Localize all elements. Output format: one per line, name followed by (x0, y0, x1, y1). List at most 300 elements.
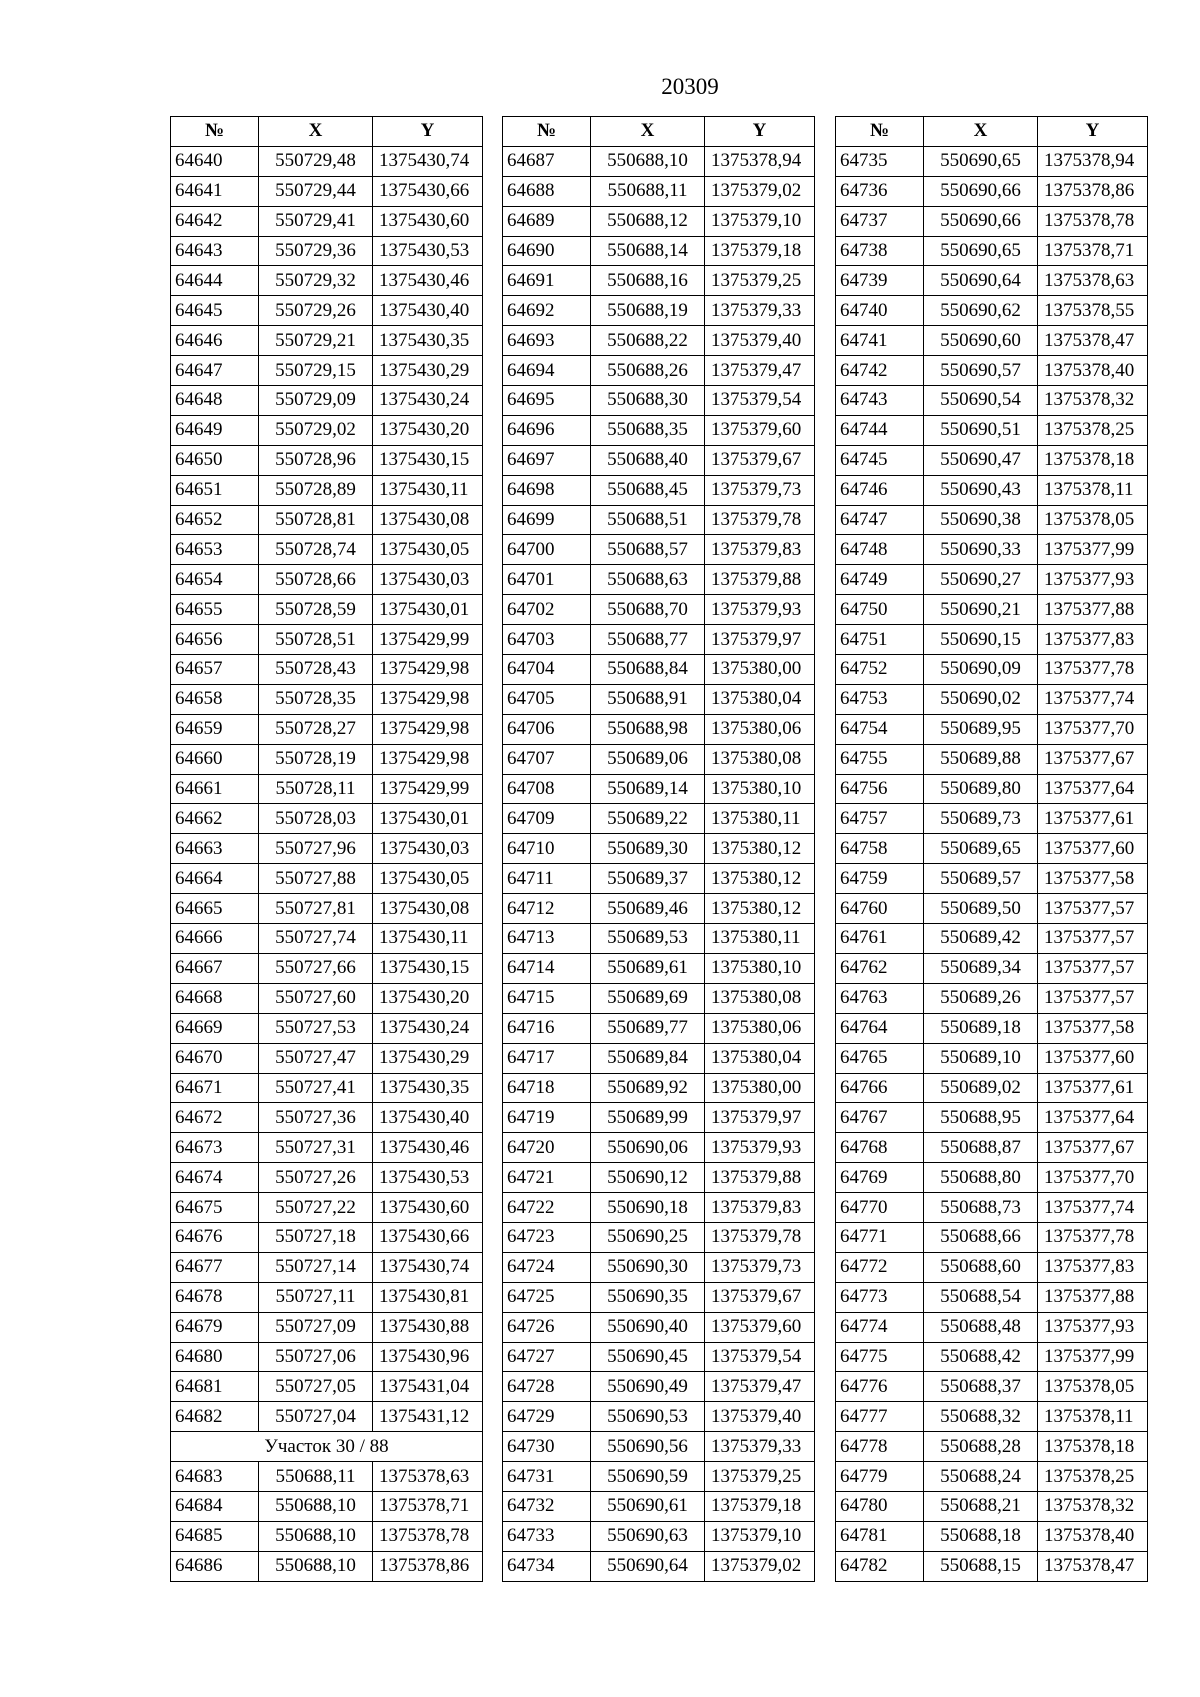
section-row (171, 1432, 483, 1462)
y-coordinate-cell: 1375379,88 (705, 565, 815, 595)
x-coordinate-cell: 550728,43 (259, 655, 373, 685)
column-header-number: № (171, 117, 259, 147)
point-number-cell: 64731 (503, 1462, 591, 1492)
y-coordinate-cell: 1375380,06 (705, 714, 815, 744)
y-coordinate-cell: 1375379,33 (705, 296, 815, 326)
x-coordinate-cell: 550727,11 (259, 1282, 373, 1312)
y-coordinate-cell: 1375379,54 (705, 1342, 815, 1372)
point-number-cell: 64703 (503, 625, 591, 655)
point-number-cell: 64718 (503, 1073, 591, 1103)
y-coordinate-cell: 1375430,24 (373, 1013, 483, 1043)
x-coordinate-cell: 550690,64 (591, 1551, 705, 1581)
column-header-number: № (503, 117, 591, 147)
table-row (171, 744, 483, 774)
table-row (503, 565, 815, 595)
point-number-cell: 64662 (171, 804, 259, 834)
table-row (503, 1312, 815, 1342)
x-coordinate-cell: 550690,21 (924, 595, 1038, 625)
point-number-cell: 64780 (836, 1491, 924, 1521)
y-coordinate-cell: 1375377,64 (1038, 774, 1148, 804)
table-row (503, 1013, 815, 1043)
y-coordinate-cell: 1375377,57 (1038, 924, 1148, 954)
y-coordinate-cell: 1375430,40 (373, 296, 483, 326)
x-coordinate-cell: 550727,14 (259, 1252, 373, 1282)
x-coordinate-cell: 550689,77 (591, 1013, 705, 1043)
table-row (503, 1043, 815, 1073)
point-number-cell: 64701 (503, 565, 591, 595)
y-coordinate-cell: 1375430,35 (373, 326, 483, 356)
table-row (171, 475, 483, 505)
x-coordinate-cell: 550688,87 (924, 1133, 1038, 1163)
x-coordinate-cell: 550688,11 (259, 1462, 373, 1492)
point-number-cell: 64767 (836, 1103, 924, 1133)
y-coordinate-cell: 1375430,01 (373, 595, 483, 625)
point-number-cell: 64779 (836, 1462, 924, 1492)
y-coordinate-cell: 1375378,25 (1038, 415, 1148, 445)
table-row (836, 326, 1148, 356)
y-coordinate-cell: 1375379,67 (705, 445, 815, 475)
point-number-cell: 64676 (171, 1222, 259, 1252)
point-number-cell: 64777 (836, 1402, 924, 1432)
point-number-cell: 64647 (171, 356, 259, 386)
y-coordinate-cell: 1375377,88 (1038, 595, 1148, 625)
y-coordinate-cell: 1375430,20 (373, 983, 483, 1013)
table-row (503, 714, 815, 744)
table-row (836, 415, 1148, 445)
x-coordinate-cell: 550688,37 (924, 1372, 1038, 1402)
y-coordinate-cell: 1375378,25 (1038, 1462, 1148, 1492)
y-coordinate-cell: 1375378,86 (1038, 176, 1148, 206)
table-row (503, 983, 815, 1013)
y-coordinate-cell: 1375430,15 (373, 953, 483, 983)
x-coordinate-cell: 550689,22 (591, 804, 705, 834)
x-coordinate-cell: 550688,15 (924, 1551, 1038, 1581)
column-header-x: X (591, 117, 705, 147)
point-number-cell: 64765 (836, 1043, 924, 1073)
point-number-cell: 64693 (503, 326, 591, 356)
y-coordinate-cell: 1375379,18 (705, 236, 815, 266)
y-coordinate-cell: 1375377,88 (1038, 1282, 1148, 1312)
table-row (836, 804, 1148, 834)
table-row (171, 176, 483, 206)
table-row (836, 894, 1148, 924)
x-coordinate-cell: 550729,36 (259, 236, 373, 266)
column-header-y: Y (705, 117, 815, 147)
table-row (503, 1551, 815, 1581)
y-coordinate-cell: 1375380,10 (705, 953, 815, 983)
y-coordinate-cell: 1375378,40 (1038, 356, 1148, 386)
y-coordinate-cell: 1375378,78 (373, 1521, 483, 1551)
point-number-cell: 64679 (171, 1312, 259, 1342)
table-row (171, 924, 483, 954)
point-number-cell: 64689 (503, 206, 591, 236)
table-header-row (171, 117, 483, 147)
y-coordinate-cell: 1375377,74 (1038, 684, 1148, 714)
y-coordinate-cell: 1375430,11 (373, 924, 483, 954)
table-row (171, 565, 483, 595)
x-coordinate-cell: 550727,74 (259, 924, 373, 954)
y-coordinate-cell: 1375430,29 (373, 1043, 483, 1073)
point-number-cell: 64657 (171, 655, 259, 685)
x-coordinate-cell: 550688,21 (924, 1491, 1038, 1521)
point-number-cell: 64665 (171, 894, 259, 924)
point-number-cell: 64730 (503, 1432, 591, 1462)
table-row (503, 595, 815, 625)
y-coordinate-cell: 1375378,11 (1038, 475, 1148, 505)
x-coordinate-cell: 550688,11 (591, 176, 705, 206)
point-number-cell: 64726 (503, 1312, 591, 1342)
table-row (836, 1193, 1148, 1223)
table-row (171, 326, 483, 356)
table-row (503, 1521, 815, 1551)
table-row (171, 774, 483, 804)
point-number-cell: 64687 (503, 146, 591, 176)
table-row (171, 1252, 483, 1282)
x-coordinate-cell: 550728,03 (259, 804, 373, 834)
y-coordinate-cell: 1375379,93 (705, 1133, 815, 1163)
x-coordinate-cell: 550729,44 (259, 176, 373, 206)
y-coordinate-cell: 1375377,57 (1038, 983, 1148, 1013)
table-row (171, 1372, 483, 1402)
table-row (503, 206, 815, 236)
y-coordinate-cell: 1375378,78 (1038, 206, 1148, 236)
x-coordinate-cell: 550689,18 (924, 1013, 1038, 1043)
x-coordinate-cell: 550690,51 (924, 415, 1038, 445)
point-number-cell: 64758 (836, 834, 924, 864)
table-row (171, 445, 483, 475)
x-coordinate-cell: 550729,15 (259, 356, 373, 386)
y-coordinate-cell: 1375377,60 (1038, 1043, 1148, 1073)
y-coordinate-cell: 1375379,67 (705, 1282, 815, 1312)
x-coordinate-cell: 550690,57 (924, 356, 1038, 386)
x-coordinate-cell: 550688,63 (591, 565, 705, 595)
table-row (503, 1402, 815, 1432)
y-coordinate-cell: 1375379,40 (705, 326, 815, 356)
x-coordinate-cell: 550727,60 (259, 983, 373, 1013)
y-coordinate-cell: 1375430,08 (373, 505, 483, 535)
y-coordinate-cell: 1375430,60 (373, 206, 483, 236)
y-coordinate-cell: 1375378,86 (373, 1551, 483, 1581)
y-coordinate-cell: 1375378,11 (1038, 1402, 1148, 1432)
table-row (171, 1402, 483, 1432)
table-row (171, 1163, 483, 1193)
y-coordinate-cell: 1375430,35 (373, 1073, 483, 1103)
table-row (836, 236, 1148, 266)
point-number-cell: 64727 (503, 1342, 591, 1372)
y-coordinate-cell: 1375430,11 (373, 475, 483, 505)
table-row (836, 1491, 1148, 1521)
x-coordinate-cell: 550728,96 (259, 445, 373, 475)
x-coordinate-cell: 550728,66 (259, 565, 373, 595)
point-number-cell: 64769 (836, 1163, 924, 1193)
y-coordinate-cell: 1375379,10 (705, 1521, 815, 1551)
table-row (171, 386, 483, 416)
point-number-cell: 64750 (836, 595, 924, 625)
point-number-cell: 64690 (503, 236, 591, 266)
point-number-cell: 64656 (171, 625, 259, 655)
point-number-cell: 64782 (836, 1551, 924, 1581)
y-coordinate-cell: 1375430,29 (373, 356, 483, 386)
table-row (503, 296, 815, 326)
x-coordinate-cell: 550688,10 (259, 1551, 373, 1581)
y-coordinate-cell: 1375380,11 (705, 924, 815, 954)
x-coordinate-cell: 550728,35 (259, 684, 373, 714)
point-number-cell: 64653 (171, 535, 259, 565)
point-number-cell: 64699 (503, 505, 591, 535)
x-coordinate-cell: 550688,10 (259, 1521, 373, 1551)
point-number-cell: 64668 (171, 983, 259, 1013)
y-coordinate-cell: 1375378,47 (1038, 326, 1148, 356)
point-number-cell: 64755 (836, 744, 924, 774)
table-row (171, 834, 483, 864)
x-coordinate-cell: 550688,16 (591, 266, 705, 296)
x-coordinate-cell: 550727,81 (259, 894, 373, 924)
table-row (836, 535, 1148, 565)
point-number-cell: 64771 (836, 1222, 924, 1252)
y-coordinate-cell: 1375379,78 (705, 1222, 815, 1252)
point-number-cell: 64764 (836, 1013, 924, 1043)
point-number-cell: 64666 (171, 924, 259, 954)
point-number-cell: 64722 (503, 1193, 591, 1223)
x-coordinate-cell: 550688,12 (591, 206, 705, 236)
point-number-cell: 64716 (503, 1013, 591, 1043)
table-row (503, 146, 815, 176)
x-coordinate-cell: 550688,24 (924, 1462, 1038, 1492)
x-coordinate-cell: 550688,73 (924, 1193, 1038, 1223)
y-coordinate-cell: 1375377,58 (1038, 864, 1148, 894)
table-row (171, 1222, 483, 1252)
y-coordinate-cell: 1375379,25 (705, 1462, 815, 1492)
point-number-cell: 64734 (503, 1551, 591, 1581)
point-number-cell: 64766 (836, 1073, 924, 1103)
table-header-row (836, 117, 1148, 147)
x-coordinate-cell: 550728,74 (259, 535, 373, 565)
table-row (503, 1133, 815, 1163)
y-coordinate-cell: 1375377,99 (1038, 535, 1148, 565)
point-number-cell: 64721 (503, 1163, 591, 1193)
table-row (836, 1342, 1148, 1372)
table-row (836, 1521, 1148, 1551)
table-row (836, 1013, 1148, 1043)
y-coordinate-cell: 1375379,18 (705, 1491, 815, 1521)
point-number-cell: 64733 (503, 1521, 591, 1551)
point-number-cell: 64672 (171, 1103, 259, 1133)
table-row (836, 625, 1148, 655)
table-row (836, 924, 1148, 954)
x-coordinate-cell: 550688,30 (591, 386, 705, 416)
point-number-cell: 64685 (171, 1521, 259, 1551)
x-coordinate-cell: 550689,37 (591, 864, 705, 894)
table-row (171, 983, 483, 1013)
point-number-cell: 64683 (171, 1462, 259, 1492)
y-coordinate-cell: 1375379,47 (705, 1372, 815, 1402)
point-number-cell: 64652 (171, 505, 259, 535)
y-coordinate-cell: 1375378,05 (1038, 1372, 1148, 1402)
table-row (503, 505, 815, 535)
point-number-cell: 64691 (503, 266, 591, 296)
table-row (836, 475, 1148, 505)
x-coordinate-cell: 550727,53 (259, 1013, 373, 1043)
x-coordinate-cell: 550690,35 (591, 1282, 705, 1312)
point-number-cell: 64684 (171, 1491, 259, 1521)
y-coordinate-cell: 1375430,53 (373, 1163, 483, 1193)
table-row (503, 326, 815, 356)
table-row (171, 1312, 483, 1342)
x-coordinate-cell: 550688,91 (591, 684, 705, 714)
x-coordinate-cell: 550729,32 (259, 266, 373, 296)
x-coordinate-cell: 550690,53 (591, 1402, 705, 1432)
y-coordinate-cell: 1375379,60 (705, 1312, 815, 1342)
point-number-cell: 64651 (171, 475, 259, 505)
y-coordinate-cell: 1375380,04 (705, 1043, 815, 1073)
point-number-cell: 64664 (171, 864, 259, 894)
x-coordinate-cell: 550690,59 (591, 1462, 705, 1492)
column-header-x: X (259, 117, 373, 147)
point-number-cell: 64660 (171, 744, 259, 774)
y-coordinate-cell: 1375430,66 (373, 1222, 483, 1252)
table-row (503, 1193, 815, 1223)
y-coordinate-cell: 1375430,66 (373, 176, 483, 206)
point-number-cell: 64745 (836, 445, 924, 475)
y-coordinate-cell: 1375378,71 (1038, 236, 1148, 266)
x-coordinate-cell: 550690,15 (924, 625, 1038, 655)
x-coordinate-cell: 550689,57 (924, 864, 1038, 894)
point-number-cell: 64696 (503, 415, 591, 445)
point-number-cell: 64673 (171, 1133, 259, 1163)
y-coordinate-cell: 1375379,73 (705, 1252, 815, 1282)
table-row (171, 804, 483, 834)
y-coordinate-cell: 1375380,00 (705, 655, 815, 685)
x-coordinate-cell: 550688,54 (924, 1282, 1038, 1312)
table-row (836, 505, 1148, 535)
x-coordinate-cell: 550728,27 (259, 714, 373, 744)
table-row (171, 864, 483, 894)
table-row (171, 1551, 483, 1581)
x-coordinate-cell: 550689,95 (924, 714, 1038, 744)
y-coordinate-cell: 1375380,08 (705, 744, 815, 774)
point-number-cell: 64757 (836, 804, 924, 834)
table-row (503, 1103, 815, 1133)
y-coordinate-cell: 1375430,01 (373, 804, 483, 834)
point-number-cell: 64710 (503, 834, 591, 864)
point-number-cell: 64667 (171, 953, 259, 983)
column-header-number: № (836, 117, 924, 147)
x-coordinate-cell: 550729,02 (259, 415, 373, 445)
point-number-cell: 64776 (836, 1372, 924, 1402)
x-coordinate-cell: 550690,56 (591, 1432, 705, 1462)
point-number-cell: 64669 (171, 1013, 259, 1043)
x-coordinate-cell: 550689,65 (924, 834, 1038, 864)
y-coordinate-cell: 1375377,61 (1038, 1073, 1148, 1103)
point-number-cell: 64720 (503, 1133, 591, 1163)
y-coordinate-cell: 1375379,97 (705, 1103, 815, 1133)
point-number-cell: 64736 (836, 176, 924, 206)
x-coordinate-cell: 550690,02 (924, 684, 1038, 714)
x-coordinate-cell: 550688,70 (591, 595, 705, 625)
point-number-cell: 64739 (836, 266, 924, 296)
table-row (836, 1372, 1148, 1402)
table-row (171, 1043, 483, 1073)
point-number-cell: 64756 (836, 774, 924, 804)
x-coordinate-cell: 550689,69 (591, 983, 705, 1013)
table-row (171, 714, 483, 744)
point-number-cell: 64729 (503, 1402, 591, 1432)
point-number-cell: 64682 (171, 1402, 259, 1432)
table-row (171, 206, 483, 236)
x-coordinate-cell: 550688,60 (924, 1252, 1038, 1282)
point-number-cell: 64663 (171, 834, 259, 864)
table-row (503, 1432, 815, 1462)
point-number-cell: 64650 (171, 445, 259, 475)
y-coordinate-cell: 1375377,99 (1038, 1342, 1148, 1372)
table-row (836, 1551, 1148, 1581)
table-row (171, 1133, 483, 1163)
x-coordinate-cell: 550729,41 (259, 206, 373, 236)
point-number-cell: 64737 (836, 206, 924, 236)
x-coordinate-cell: 550690,18 (591, 1193, 705, 1223)
table-row (503, 1073, 815, 1103)
y-coordinate-cell: 1375430,53 (373, 236, 483, 266)
y-coordinate-cell: 1375377,70 (1038, 714, 1148, 744)
table-row (503, 744, 815, 774)
point-number-cell: 64723 (503, 1222, 591, 1252)
y-coordinate-cell: 1375429,98 (373, 714, 483, 744)
x-coordinate-cell: 550690,25 (591, 1222, 705, 1252)
point-number-cell: 64675 (171, 1193, 259, 1223)
y-coordinate-cell: 1375430,08 (373, 894, 483, 924)
y-coordinate-cell: 1375377,70 (1038, 1163, 1148, 1193)
x-coordinate-cell: 550688,42 (924, 1342, 1038, 1372)
x-coordinate-cell: 550688,57 (591, 535, 705, 565)
x-coordinate-cell: 550690,30 (591, 1252, 705, 1282)
section-label: Участок 30 / 88 (171, 1432, 483, 1462)
x-coordinate-cell: 550727,26 (259, 1163, 373, 1193)
table-row (503, 774, 815, 804)
point-number-cell: 64724 (503, 1252, 591, 1282)
x-coordinate-cell: 550690,65 (924, 146, 1038, 176)
point-number-cell: 64649 (171, 415, 259, 445)
y-coordinate-cell: 1375379,73 (705, 475, 815, 505)
point-number-cell: 64643 (171, 236, 259, 266)
point-number-cell: 64644 (171, 266, 259, 296)
x-coordinate-cell: 550690,63 (591, 1521, 705, 1551)
x-coordinate-cell: 550688,32 (924, 1402, 1038, 1432)
y-coordinate-cell: 1375430,96 (373, 1342, 483, 1372)
x-coordinate-cell: 550727,36 (259, 1103, 373, 1133)
x-coordinate-cell: 550688,22 (591, 326, 705, 356)
x-coordinate-cell: 550690,66 (924, 206, 1038, 236)
table-row (171, 1073, 483, 1103)
table-row (171, 1521, 483, 1551)
x-coordinate-cell: 550689,02 (924, 1073, 1038, 1103)
x-coordinate-cell: 550690,12 (591, 1163, 705, 1193)
y-coordinate-cell: 1375377,57 (1038, 894, 1148, 924)
point-number-cell: 64713 (503, 924, 591, 954)
table-row (171, 535, 483, 565)
x-coordinate-cell: 550689,50 (924, 894, 1038, 924)
point-number-cell: 64738 (836, 236, 924, 266)
table-row (503, 445, 815, 475)
y-coordinate-cell: 1375430,46 (373, 266, 483, 296)
point-number-cell: 64772 (836, 1252, 924, 1282)
y-coordinate-cell: 1375378,71 (373, 1491, 483, 1521)
table-row (503, 1252, 815, 1282)
column-header-x: X (924, 117, 1038, 147)
table-row (836, 445, 1148, 475)
y-coordinate-cell: 1375380,08 (705, 983, 815, 1013)
y-coordinate-cell: 1375378,94 (705, 146, 815, 176)
x-coordinate-cell: 550729,09 (259, 386, 373, 416)
